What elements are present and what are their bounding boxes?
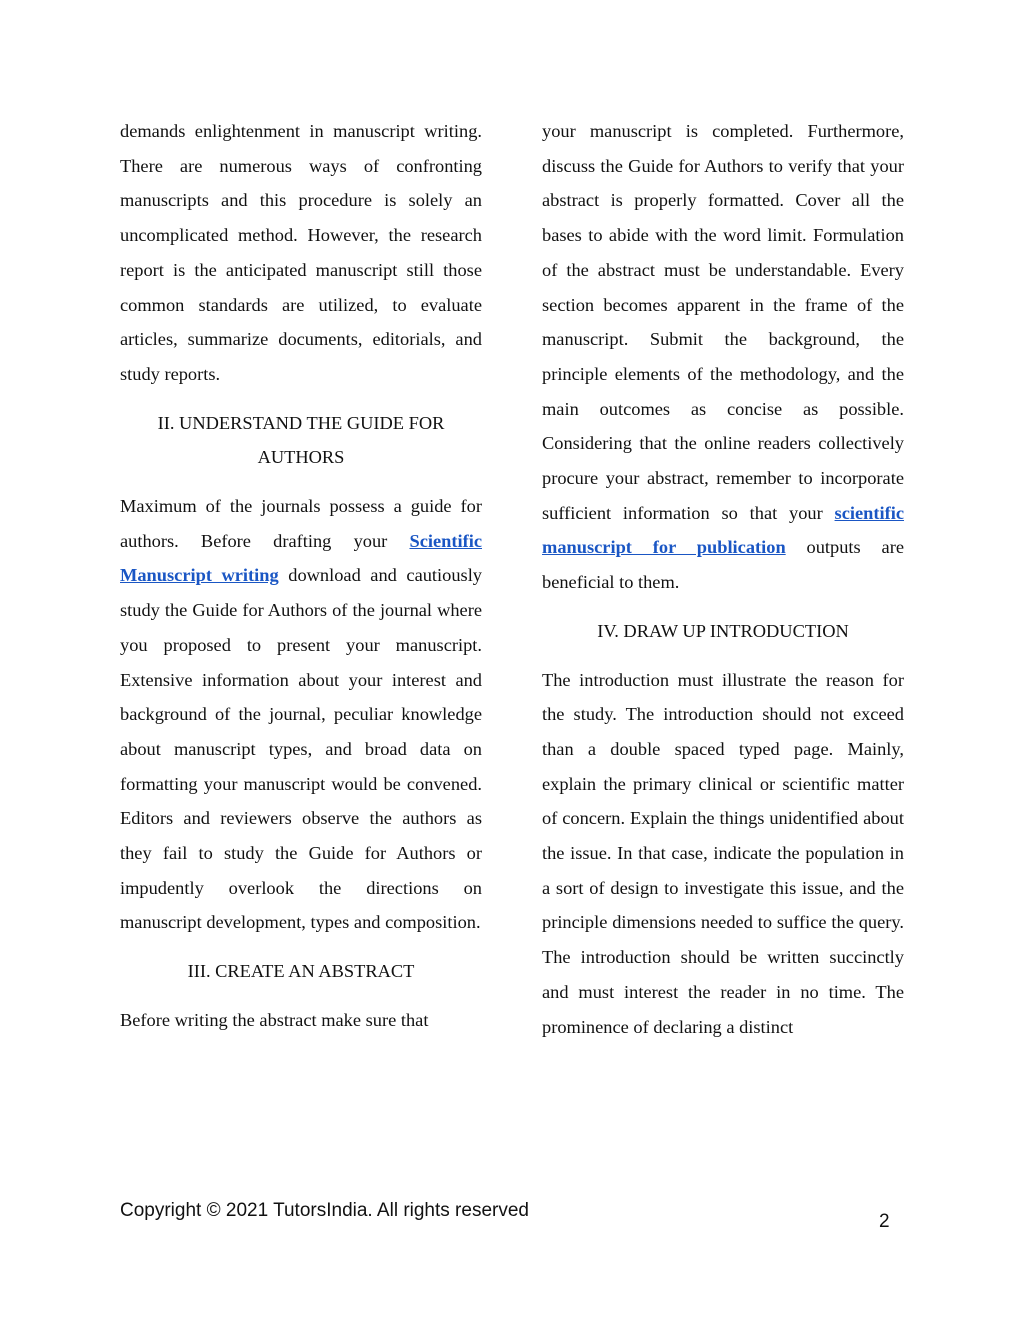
scientific-manuscript-writing-link[interactable]: Scientific Manuscript writing <box>120 530 482 586</box>
section-heading-draw-up-introduction: IV. DRAW UP INTRODUCTION <box>597 620 849 641</box>
paragraph-abstract-continued <box>542 114 904 600</box>
paragraph-intro-continued: demands enlightenment in manuscript writing. There are numerous ways of confronting manuscripts and this procedure is solely an uncomplicated method. However, the research report is the anticipated manuscript still those common standards are utilized, to evaluate articles, summarize documents, editorials, and study reports. <box>120 121 482 384</box>
paragraph-text: outputs are beneficial to them. <box>542 537 904 593</box>
section-heading-guide-for-authors: II. UNDERSTAND THE GUIDE FOR AUTHORS <box>157 412 445 468</box>
paragraph-guide-for-authors <box>120 489 482 940</box>
footer-copyright: Copyright © 2021 TutorsIndia. All rights reserved <box>120 1200 529 1221</box>
paragraph-text: download and cautiously study the Guide for Authors of the journal where you proposed to present your manuscript. Extensive information about your interest and background of the journal, peculiar knowledge about manuscript types, and broad data on formatting your manuscript would be convened. Editors and reviewers observe the authors as they fail to study the Guide for Authors or impudently overlook the directions on manuscript development, types and composition. <box>120 565 482 933</box>
scientific-manuscript-for-publication-link[interactable]: scientific manuscript for publication <box>542 502 904 558</box>
paragraph-abstract-start: Before writing the abstract make sure that <box>120 1009 429 1030</box>
page-number: 2 <box>879 1211 890 1232</box>
paragraph-text: your manuscript is completed. Furthermore, discuss the Guide for Authors to verify that your abstract is properly formatted. Cover all the bases to abide with the word limit. Formulation of the abstract must be understandable. Every section becomes apparent in the frame of the manuscript. Submit the background, the principle elements of the methodology, and the main outcomes as concise as possible. Considering that the online readers collectively procure your abstract, remember to incorporate sufficient information so that your <box>542 121 904 523</box>
section-heading-create-abstract: III. CREATE AN ABSTRACT <box>187 961 415 982</box>
paragraph-text: Maximum of the journals possess a guide for authors. Before drafting your <box>120 496 482 551</box>
left-column <box>120 114 482 1038</box>
paragraph-introduction: The introduction must illustrate the reason for the study. The introduction should not exceed than a double spaced typed page. Mainly, explain the primary clinical or scientific matter of concern. Explain the things unidentified about the issue. In that case, indicate the population in a sort of design to investigate this issue, and the principle dimensions needed to suffice the query. The introduction should be written succinctly and must interest the reader in no time. The prominence of declaring a distinct <box>542 669 904 1037</box>
right-column <box>542 114 904 1044</box>
